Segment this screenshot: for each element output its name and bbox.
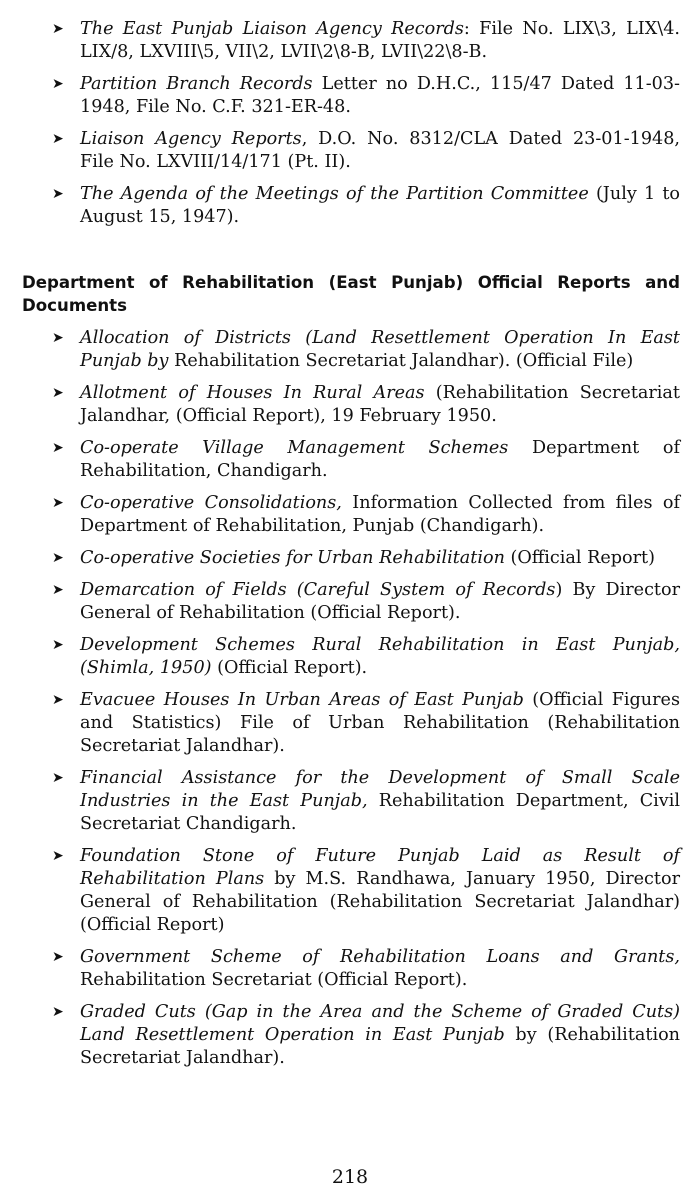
arrow-bullet-icon: ➤ xyxy=(52,1004,64,1020)
entry-details: (Official Report) xyxy=(504,548,655,568)
arrow-bullet-icon: ➤ xyxy=(52,495,64,511)
list-item xyxy=(52,547,680,570)
arrow-bullet-icon: ➤ xyxy=(52,848,64,864)
entry-title: Demarcation of Fields (Careful System of Records xyxy=(80,580,556,600)
entry-title: The East Punjab Liaison Agency Records xyxy=(80,19,464,39)
entry-details: ) By Director General of Rehabilitation (Official Report). xyxy=(80,580,680,623)
entry-title: Financial Assistance for the Development of Small Scale Industries in the East Punjab, xyxy=(80,768,680,811)
entry-title: Liaison Agency Reports xyxy=(80,129,302,149)
arrow-bullet-icon: ➤ xyxy=(52,550,64,566)
entry-title: Government Scheme of Rehabilitation Loans and Grants, xyxy=(80,947,680,967)
entry-details: by (Rehabilitation Secretariat Jalandhar). xyxy=(80,1025,680,1068)
arrow-bullet-icon: ➤ xyxy=(52,582,64,598)
entry-details: (Official Report). xyxy=(211,658,368,678)
entry-details: Department of Rehabilitation, Chandigarh. xyxy=(80,438,680,481)
entry-details: (Rehabilitation Secretariat Jalandhar, (Official Report), 19 February 1950. xyxy=(80,383,680,426)
entry-title: Co-operate Village Management Schemes xyxy=(80,438,509,458)
arrow-bullet-icon: ➤ xyxy=(52,949,64,965)
archival-records-list xyxy=(52,18,680,238)
entry-details: Letter no D.H.C., 115/47 Dated 11-03-1948, File No. C.F. 321-ER-48. xyxy=(80,74,680,117)
list-item xyxy=(52,437,680,483)
arrow-bullet-icon: ➤ xyxy=(52,330,64,346)
list-item xyxy=(52,767,680,836)
entry-title: Foundation Stone of Future Punjab Laid as Result of Rehabilitation Plans xyxy=(80,846,680,889)
arrow-bullet-icon: ➤ xyxy=(52,186,64,202)
list-item xyxy=(52,382,680,428)
entry-title: Co-operative Consolidations, xyxy=(80,493,342,513)
entry-title: Development Schemes Rural Rehabilitation in East Punjab, (Shimla, 1950) xyxy=(80,635,680,678)
entry-title: Allotment of Houses In Rural Areas xyxy=(80,383,425,403)
entry-details: : File No. LIX\3, LIX\4. LIX/8, LXVIII\5, VII\2, LVII\2\8-B, LVII\22\8-B. xyxy=(80,19,680,62)
list-item xyxy=(52,579,680,625)
entry-details: Rehabilitation Secretariat (Official Report). xyxy=(80,970,468,990)
list-item xyxy=(52,183,680,229)
entry-title: The Agenda of the Meetings of the Partition Committee xyxy=(80,184,589,204)
arrow-bullet-icon: ➤ xyxy=(52,131,64,147)
entry-title: Evacuee Houses In Urban Areas of East Punjab xyxy=(80,690,524,710)
list-item xyxy=(52,946,680,992)
entry-details: , D.O. No. 8312/CLA Dated 23-01-1948, File No. LXVIII/14/171 (Pt. II). xyxy=(80,129,681,172)
arrow-bullet-icon: ➤ xyxy=(52,692,64,708)
list-item xyxy=(52,689,680,758)
page-number: 218 xyxy=(331,1166,369,1188)
arrow-bullet-icon: ➤ xyxy=(52,440,64,456)
list-item xyxy=(52,128,680,174)
entry-details: (July 1 to August 15, 1947). xyxy=(80,184,680,227)
arrow-bullet-icon: ➤ xyxy=(52,76,64,92)
list-item xyxy=(52,634,680,680)
list-item xyxy=(52,18,680,64)
entry-title: Allocation of Districts (Land Resettlement Operation In East Punjab by xyxy=(80,328,680,371)
entry-details: Rehabilitation Department, Civil Secretariat Chandigarh. xyxy=(80,791,680,834)
section-heading: Department of Rehabilitation (East Punjab) Official Reports and Documents xyxy=(22,273,680,315)
list-item xyxy=(52,73,680,119)
arrow-bullet-icon: ➤ xyxy=(52,385,64,401)
list-item xyxy=(52,845,680,937)
entry-title: Partition Branch Records xyxy=(80,74,313,94)
entry-details: Information Collected from files of Department of Rehabilitation, Punjab (Chandigarh). xyxy=(80,493,680,536)
arrow-bullet-icon: ➤ xyxy=(52,21,64,37)
arrow-bullet-icon: ➤ xyxy=(52,637,64,653)
entry-details: (Official Figures and Statistics) File of Urban Rehabilitation (Rehabilitation Secretariat Jalandhar). xyxy=(80,690,680,756)
rehabilitation-reports-list xyxy=(52,327,680,1079)
entry-title: Co-operative Societies for Urban Rehabilitation xyxy=(80,548,505,568)
list-item xyxy=(52,327,680,373)
arrow-bullet-icon: ➤ xyxy=(52,770,64,786)
entry-details: Rehabilitation Secretariat Jalandhar). (Official File) xyxy=(168,351,634,371)
list-item xyxy=(52,1001,680,1070)
entry-details: by M.S. Randhawa, January 1950, Director General of Rehabilitation (Rehabilitation Secretariat Jalandhar) (Official Report) xyxy=(80,869,680,935)
list-item xyxy=(52,492,680,538)
entry-title: Graded Cuts (Gap in the Area and the Scheme of Graded Cuts) Land Resettlement Operation in East Punjab xyxy=(80,1002,680,1045)
